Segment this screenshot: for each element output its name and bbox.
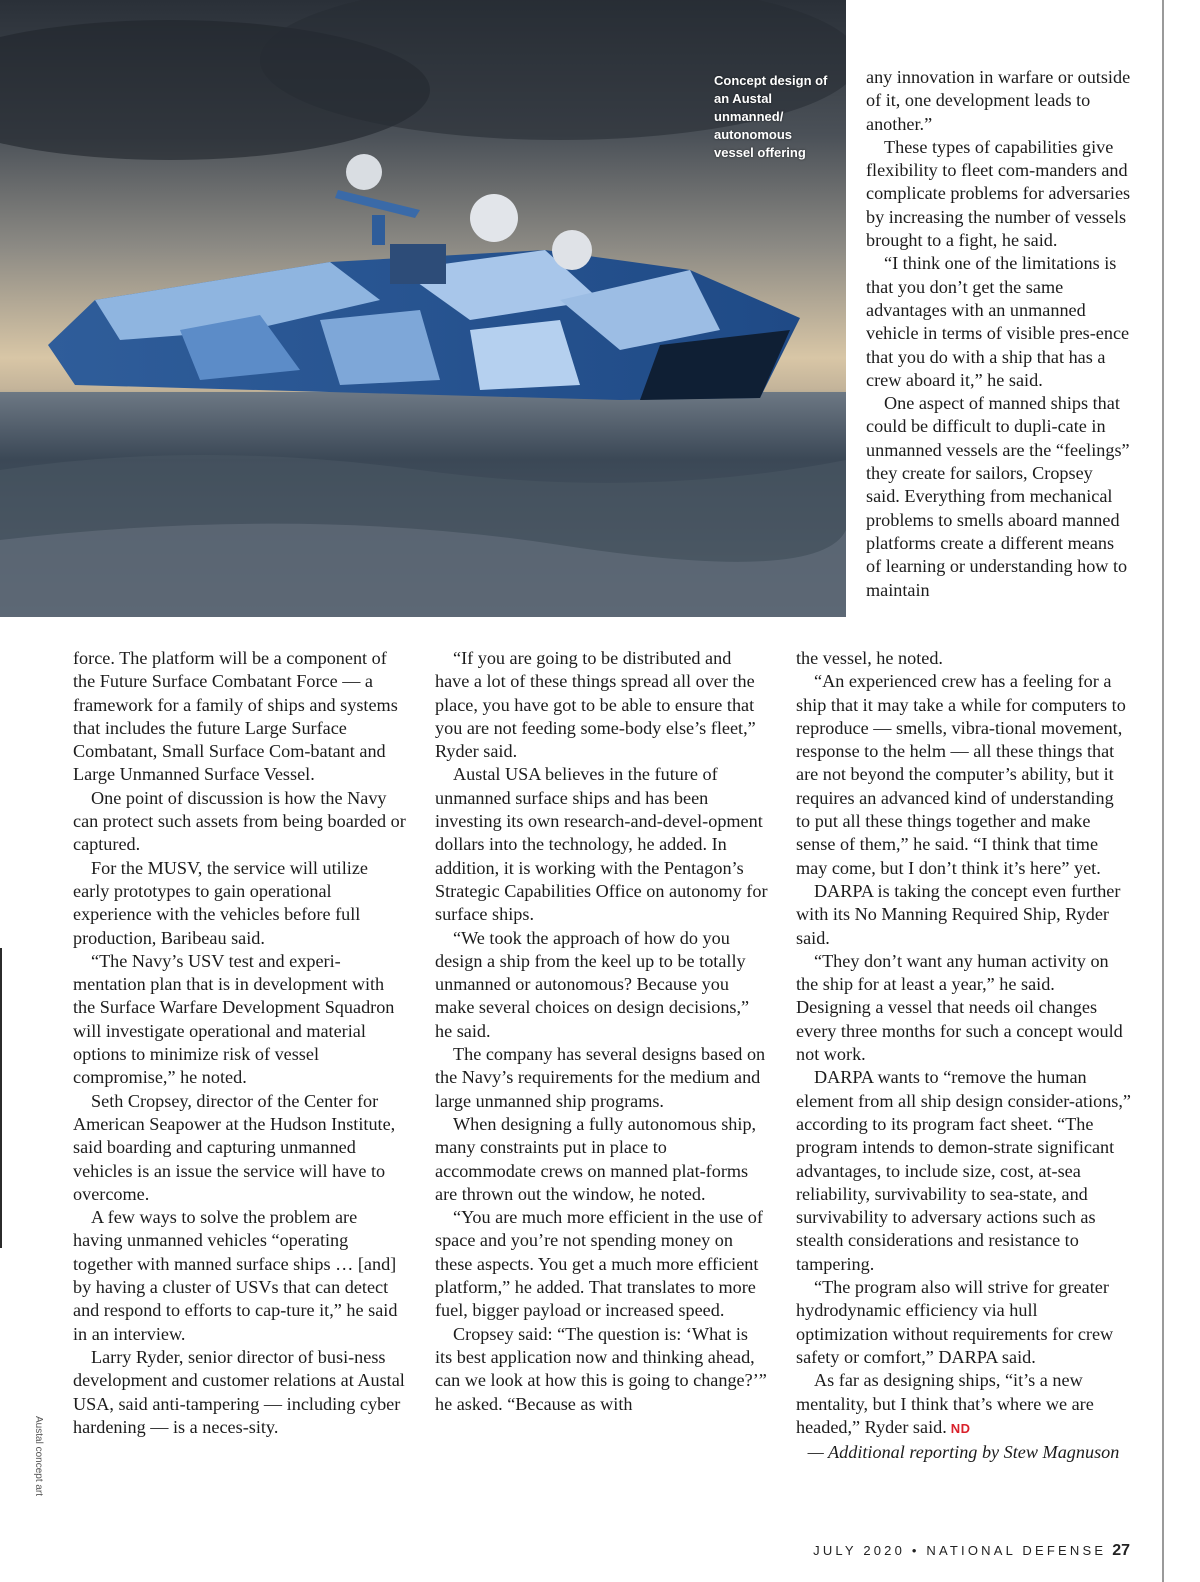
- ship-photo: [0, 0, 846, 617]
- issue-line: JULY 2020 • NATIONAL DEFENSE: [813, 1543, 1107, 1558]
- page-gutter-bar: [0, 948, 2, 1248]
- paragraph: For the MUSV, the service will utilize early prototypes to gain operational experience with the vehicles before full production, Baribeau said.: [73, 857, 368, 948]
- paragraph: “They don’t want any human activity on the ship for at least a year,” he said. Designing a vessel that needs oil changes every three months for such a concept would not work.: [796, 950, 1123, 1065]
- paragraph: Seth Cropsey, director of the Center for American Seapower at the Hudson Institute, said boarding and capturing unmanned vehicles is an issue the service will have to overcome.: [73, 1090, 396, 1204]
- top-right-column: [866, 66, 1131, 602]
- paragraph: A few ways to solve the problem are having unmanned vehicles “operating together with manned surface ships … [and] by having a cluster of USVs that can detect and respond to efforts to cap-ture it,” he said in an interview.: [73, 1207, 398, 1344]
- page-number: 27: [1112, 1542, 1130, 1559]
- paragraph: Austal USA believes in the future of unmanned surface ships and has been investing its own research-and-devel-opment dollars into the technology, he added. In addition, it is working with the Pentagon’s Strategic Capabilities Office on autonomy for surface ships.: [435, 764, 768, 925]
- page-edge-rule: [1162, 0, 1164, 1582]
- paragraph: the vessel, he noted.: [796, 648, 943, 668]
- paragraph: “The Navy’s USV test and experi-mentation plan that is in development with the Surface Warfare Development Squadron will investigate operational and material options to minimize risk of vessel compromise,” he noted.: [73, 950, 395, 1088]
- paragraph: These types of capabilities give flexibility to fleet com-manders and complicate problems for adversaries by increasing the number of vessels brought to a fight, he said.: [866, 136, 1131, 251]
- photo-caption: Concept design of an Austal unmanned/ autonomous vessel offering: [714, 73, 828, 160]
- column-two: [435, 647, 768, 1416]
- last-paragraph: [796, 1369, 1131, 1440]
- page-footer: [813, 1542, 1130, 1560]
- paragraph: Larry Ryder, senior director of busi-ness development and customer relations at Austal USA, said anti-tampering — including cyber hardening — is a neces-sity.: [73, 1346, 405, 1437]
- paragraph: “We took the approach of how do you design a ship from the keel up to be totally unmanned or autonomous? Because you make several choices on design decisions,” he said.: [435, 927, 750, 1041]
- nd-end-mark: ND: [950, 1420, 971, 1436]
- paragraph-text: As far as designing ships, “it’s a new mentality, but I think that’s where we are headed,” Ryder said.: [796, 1370, 1094, 1437]
- paragraph: One point of discussion is how the Navy can protect such assets from being boarded or captured.: [73, 787, 406, 855]
- column-three: [796, 647, 1131, 1464]
- paragraph: The company has several designs based on the Navy’s requirements for the medium and large unmanned ship programs.: [435, 1044, 766, 1111]
- paragraph: “I think one of the limitations is that you don’t get the same advantages with an unmanned vehicle in terms of visible pres-ence that you do with a ship that has a crew aboard it,” he said.: [866, 253, 1130, 390]
- paragraph: Cropsey said: “The question is: ‘What is its best application now and thinking ahead, can we look at how this is going to change?’” he asked. “Because as with: [435, 1323, 767, 1414]
- paragraph: “The program also will strive for greater hydrodynamic efficiency via hull optimization without requirements for crew safety or comfort,” DARPA said.: [796, 1277, 1114, 1367]
- photo-credit: Austal concept art: [33, 1416, 44, 1497]
- paragraph: “You are much more efficient in the use of space and you’re not spending money on these aspects. You get a much more efficient platform,” he added. That translates to more fuel, bigger payload or increased speed.: [435, 1207, 763, 1321]
- paragraph: When designing a fully autonomous ship, many constraints put in place to accommodate crews on manned plat-forms are thrown out the window, he noted.: [435, 1113, 757, 1204]
- paragraph: DARPA wants to “remove the human element from all ship design consider-ations,” according to its program fact sheet. “The program intends to demon-strate significant advantages, to include size, cost, at-sea reliability, survivability to sea-state, and survivability to adversary actions such as stealth considerations and resistance to tampering.: [796, 1067, 1132, 1274]
- paragraph: DARPA is taking the concept even further with its No Manning Required Ship, Ryder said.: [796, 880, 1121, 948]
- paragraph: force. The platform will be a component of the Future Surface Combatant Force — a framework for a family of ships and systems that includes the future Large Surface Combatant, Small Surface Com-batant and Large Unmanned Surface Vessel.: [73, 648, 398, 785]
- byline: — Additional reporting by Stew Magnuson: [807, 1442, 1120, 1463]
- paragraph: any innovation in warfare or outside of it, one development leads to another.”: [866, 67, 1131, 134]
- paragraph: “An experienced crew has a feeling for a ship that it may take a while for computers to reproduce — smells, vibra-tional movement, response to the helm — all these things that are not beyond the computer’s ability, but it requires an advanced kind of understanding to put all these things together and make sense of them,” he said. “I think that time may come, but I don’t think it’s here” yet.: [796, 671, 1126, 878]
- paragraph: “If you are going to be distributed and have a lot of these things spread all over the place, you have got to be able to ensure that you are not feeding some-body else’s fleet,” Ryder said.: [435, 648, 756, 762]
- paragraph: One aspect of manned ships that could be difficult to dupli-cate in unmanned vessels are the “feelings” they create for sailors, Cropsey said. Everything from mechanical problems to smells aboard manned platforms create a different means of learning or understanding how to maintain: [866, 393, 1130, 600]
- column-one: [73, 647, 406, 1439]
